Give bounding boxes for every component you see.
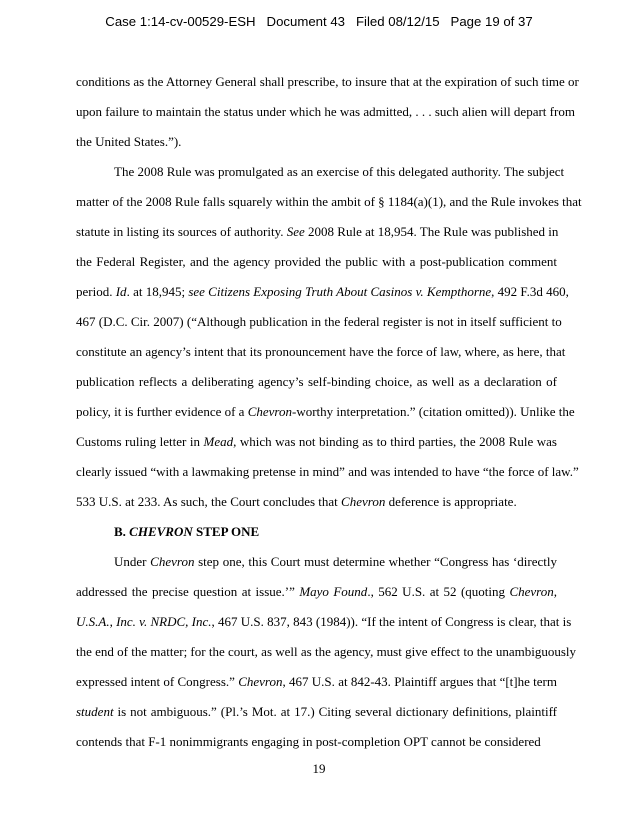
italic-text: Chevron — [247, 404, 293, 419]
text-run: the end of the matter; for the court, as well as the agency, must give effect to the unambiguously — [76, 644, 576, 659]
body-line — [76, 344, 566, 360]
body-line — [76, 374, 557, 390]
body-line — [76, 734, 541, 750]
body-line — [114, 164, 565, 180]
page-number: 19 — [312, 761, 326, 776]
text-run: 467 (D.C. Cir. 2007) (“Although publication in the federal register is not in itself sufficient to — [76, 314, 562, 329]
text-run: B. — [114, 524, 130, 539]
italic-text: student — [76, 704, 114, 719]
text-run: publication reflects a deliberating agency’s self-binding choice, as well as a declaration of — [76, 374, 557, 389]
text-run: policy, it is further evidence of a — [76, 404, 248, 419]
body-line — [76, 284, 569, 300]
body-line — [76, 434, 557, 450]
italic-text: Id — [115, 284, 127, 299]
text-run: contends that F-1 nonimmigrants engaging in post-completion OPT cannot be considered — [76, 734, 541, 749]
body-line — [76, 224, 557, 240]
body-line — [76, 704, 557, 720]
text-run: expressed intent of Congress.” — [76, 674, 239, 689]
italic-text: CHEVRON — [129, 524, 193, 539]
text-run: clearly issued “with a lawmaking pretense in mind” and was intended to have “the force of law.” — [76, 464, 579, 479]
text-run: step one, this Court must determine whether “Congress has ‘directly — [194, 554, 557, 569]
text-run: 533 U.S. at 233. As such, the Court concludes that — [76, 494, 342, 509]
case-header: Case 1:14-cv-00529-ESH Document 43 Filed 08/12/15 Page 19 of 37 — [105, 14, 533, 29]
italic-text: Chevron — [238, 674, 283, 689]
text-run: the United States.”). — [76, 134, 182, 149]
text-run: the Federal Register, and the agency provided the public with a post-publication comment — [76, 254, 557, 269]
text-run: is not ambiguous.” (Pl.’s Mot. at 17.) Citing several dictionary definitions, plaintiff — [113, 704, 557, 719]
italic-text: Chevron, — [509, 584, 558, 599]
body-line — [76, 74, 579, 90]
text-run: -worthy interpretation.” (citation omitted)). Unlike the — [292, 404, 575, 419]
text-run: upon failure to maintain the status under which he was admitted, . . . such alien will depart from — [76, 104, 575, 119]
text-run: STEP ONE — [192, 524, 260, 539]
text-run: constitute an agency’s intent that its pronouncement have the force of law, where, as here, that — [76, 344, 566, 359]
text-run: , 467 U.S. at 842-43. Plaintiff argues that “[t]he term — [282, 674, 557, 689]
body-line — [76, 254, 557, 270]
text-run: period. — [76, 284, 116, 299]
italic-text: Mead — [203, 434, 234, 449]
text-run: deference is appropriate. — [385, 494, 517, 509]
text-run: . at 18,945; — [126, 284, 189, 299]
italic-text: U.S.A., Inc. v. NRDC, Inc. — [76, 614, 212, 629]
body-line — [114, 554, 557, 570]
body-line — [76, 404, 575, 420]
section-heading — [114, 524, 259, 540]
text-run: ., 562 U.S. at 52 (quoting — [367, 584, 510, 599]
text-run: addressed the precise question at issue.’” — [76, 584, 300, 599]
text-run: , which was not binding as to third parties, the 2008 Rule was — [233, 434, 557, 449]
text-run: 2008 Rule at 18,954. The Rule was published in — [304, 224, 559, 239]
text-run: conditions as the Attorney General shall prescribe, to insure that at the expiration of such time or — [76, 74, 579, 89]
text-run: Customs ruling letter in — [76, 434, 204, 449]
italic-text: see Citizens Exposing Truth About Casinos v. Kempthorne — [188, 284, 492, 299]
body-line — [76, 614, 572, 630]
text-run: statute in listing its sources of authority. — [76, 224, 287, 239]
body-line — [76, 494, 517, 510]
body-line — [76, 464, 579, 480]
text-run: matter of the 2008 Rule falls squarely within the ambit of § 1184(a)(1), and the Rule invokes that — [76, 194, 582, 209]
body-line — [76, 194, 582, 210]
body-line — [76, 584, 557, 600]
body-line — [76, 644, 576, 660]
italic-text: Mayo Found — [299, 584, 368, 599]
italic-text: Chevron — [150, 554, 195, 569]
text-run: , 467 U.S. 837, 843 (1984)). “If the intent of Congress is clear, that is — [211, 614, 572, 629]
text-run: The 2008 Rule was promulgated as an exercise of this delegated authority. The subject — [114, 164, 565, 179]
text-run: , 492 F.3d 460, — [491, 284, 569, 299]
body-line — [76, 314, 562, 330]
italic-text: Chevron — [341, 494, 386, 509]
italic-text: See — [286, 224, 305, 239]
body-line — [76, 674, 557, 690]
body-line — [76, 134, 181, 150]
body-line — [76, 104, 575, 120]
text-run: Under — [114, 554, 151, 569]
